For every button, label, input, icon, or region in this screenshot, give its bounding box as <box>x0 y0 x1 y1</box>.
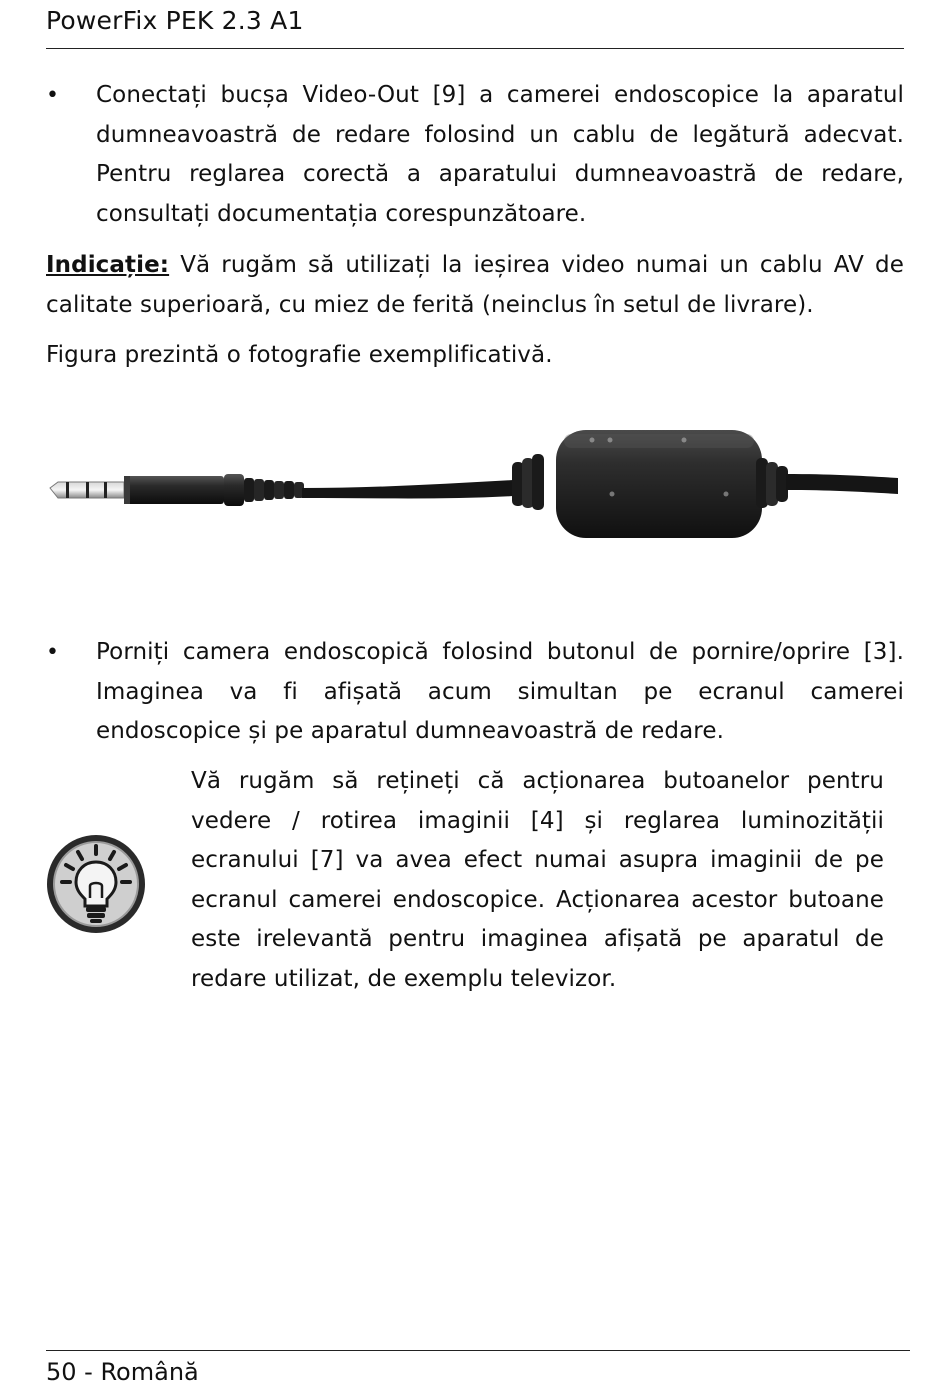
header-rule <box>46 48 904 49</box>
note-text: Vă rugăm să utilizați la ieșirea video numai un cablu AV de calitate superioară, cu miez de ferită (neinclus în setul de livrare). <box>46 252 904 318</box>
figure-caption: Figura prezintă o fotografie exemplificativă. <box>46 342 553 368</box>
note-label: Indicație: <box>46 252 170 278</box>
av-cable-photo <box>44 418 904 548</box>
page-number: 50 - Română <box>46 1358 199 1386</box>
note-paragraph <box>46 246 904 325</box>
bullet-connect-text: Conectați bucșa Video-Out [9] a camerei endoscopice la aparatul dumneavoastră de redare folosind un cablu de legătură adecvat. Pentru reglarea corectă a aparatului dumneavoastră de redare, consultați documentația corespunzătoare. <box>96 82 904 227</box>
bullet-marker: • <box>46 83 59 108</box>
page-header-title: PowerFix PEK 2.3 A1 <box>46 6 304 35</box>
bullet-marker: • <box>46 640 59 665</box>
bullet-start-text: Porniți camera endoscopică folosind butonul de pornire/oprire [3]. Imaginea va fi afișată acum simultan pe ecranul camerei endoscopice și pe aparatul dumneavoastră de redare. <box>96 639 904 744</box>
lightbulb-icon <box>44 832 148 936</box>
footer-rule <box>46 1350 910 1351</box>
tip-text: Vă rugăm să rețineți că acționarea butoanelor pentru vedere / rotirea imaginii [4] și reglarea luminozității ecranului [7] va avea efect numai asupra imaginii de pe ecranul camerei endoscopice. Acționarea acestor butoane este irelevantă pentru imaginea afișată pe aparatul de redare utilizat, de exemplu televizor. <box>191 768 884 992</box>
